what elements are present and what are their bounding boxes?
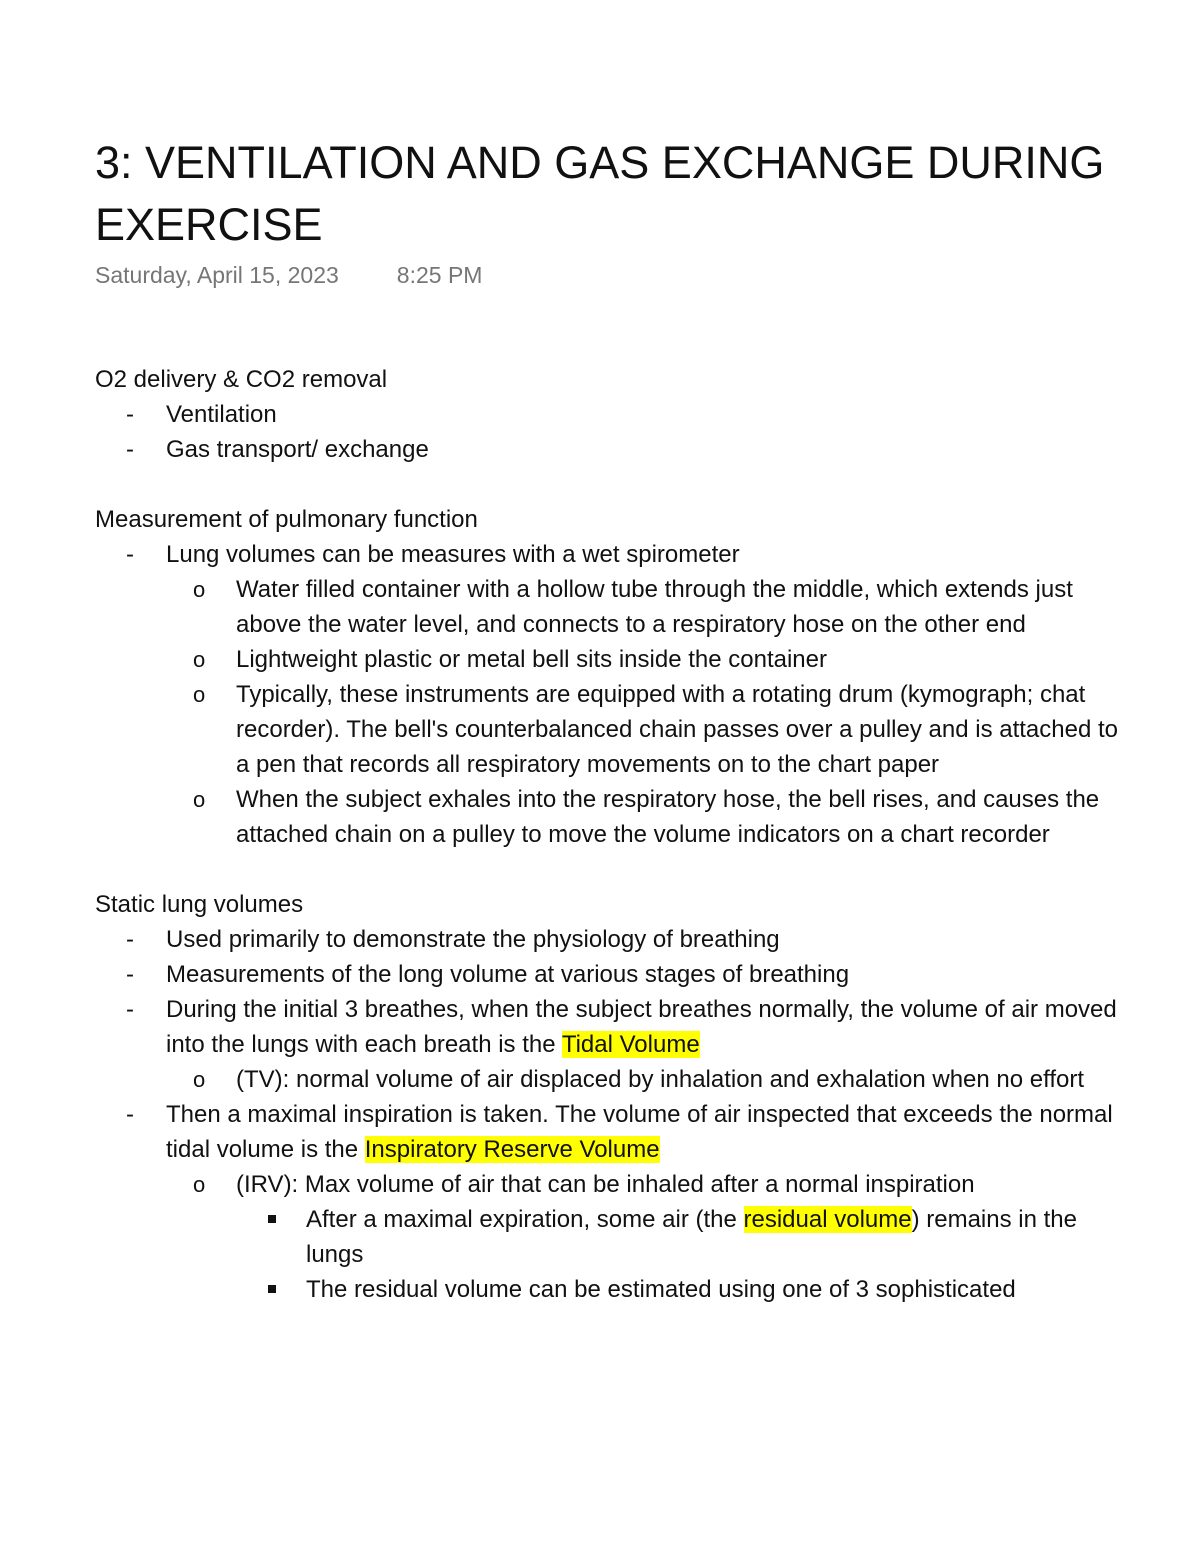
- section-heading-measurement: Measurement of pulmonary function: [95, 506, 478, 533]
- sub-list-item: o Typically, these instruments are equipped with a rotating drum (kymograph; chat recorder). The bell's counterbalanced chain passes over a pulley and is attached to a pen that records all respiratory movements on to the chart paper: [95, 677, 1125, 782]
- sub-sub-list-item: The residual volume can be estimated using one of 3 sophisticated: [95, 1272, 1125, 1307]
- dash-bullet: -: [126, 996, 134, 1023]
- dash-bullet: -: [126, 1101, 134, 1128]
- highlight-inspiratory-reserve-volume: Inspiratory Reserve Volume: [364, 1136, 660, 1163]
- list-item: - Lung volumes can be measures with a wet spirometer: [95, 537, 1125, 572]
- dash-bullet: -: [126, 541, 134, 568]
- dash-bullet: -: [126, 961, 134, 988]
- sub-list-item: o Lightweight plastic or metal bell sits inside the container: [95, 642, 1125, 677]
- circle-bullet: o: [193, 682, 206, 707]
- note-timestamp: [95, 262, 482, 289]
- highlight-residual-volume: residual volume: [743, 1206, 912, 1233]
- highlight-tidal-volume: Tidal Volume: [561, 1031, 700, 1058]
- list-item: - During the initial 3 breathes, when the subject breathes normally, the volume of air moved into the lungs with each breath is the Tidal Volume: [95, 992, 1125, 1062]
- section-heading-o2: O2 delivery & CO2 removal: [95, 366, 388, 393]
- sub-list-item: o When the subject exhales into the respiratory hose, the bell rises, and causes the attached chain on a pulley to move the volume indicators on a chart recorder: [95, 782, 1125, 852]
- dash-bullet: -: [126, 436, 134, 463]
- note-date: Saturday, April 15, 2023: [95, 262, 339, 288]
- list-item: - Used primarily to demonstrate the physiology of breathing: [95, 922, 1125, 957]
- circle-bullet: o: [193, 1172, 206, 1197]
- sub-list-item: o Water filled container with a hollow tube through the middle, which extends just above the water level, and connects to a respiratory hose on the other end: [95, 572, 1125, 642]
- list-item: - Gas transport/ exchange: [95, 432, 1125, 467]
- list-item: - Ventilation: [95, 397, 1125, 432]
- note-body: [95, 362, 1125, 1437]
- square-bullet: [268, 1285, 276, 1293]
- note-time: 8:25 PM: [396, 262, 483, 288]
- circle-bullet: o: [193, 787, 206, 812]
- dash-bullet: -: [126, 401, 134, 428]
- sub-sub-list-item: After a maximal expiration, some air (the residual volume) remains in the lungs: [95, 1202, 1125, 1272]
- list-item: - Then a maximal inspiration is taken. The volume of air inspected that exceeds the normal tidal volume is the Inspiratory Reserve Volume: [95, 1097, 1125, 1167]
- circle-bullet: o: [193, 1067, 206, 1092]
- list-item: - Measurements of the long volume at various stages of breathing: [95, 957, 1125, 992]
- dash-bullet: -: [126, 926, 134, 953]
- sub-list-item: o (IRV): Max volume of air that can be inhaled after a normal inspiration: [95, 1167, 1125, 1202]
- sub-list-item: o (TV): normal volume of air displaced by inhalation and exhalation when no effort: [95, 1062, 1125, 1097]
- section-heading-static: Static lung volumes: [95, 891, 304, 918]
- circle-bullet: o: [193, 577, 206, 602]
- page-title: 3: VENTILATION AND GAS EXCHANGE DURING EXERCISE: [95, 137, 1105, 250]
- circle-bullet: o: [193, 647, 206, 672]
- square-bullet: [268, 1215, 276, 1223]
